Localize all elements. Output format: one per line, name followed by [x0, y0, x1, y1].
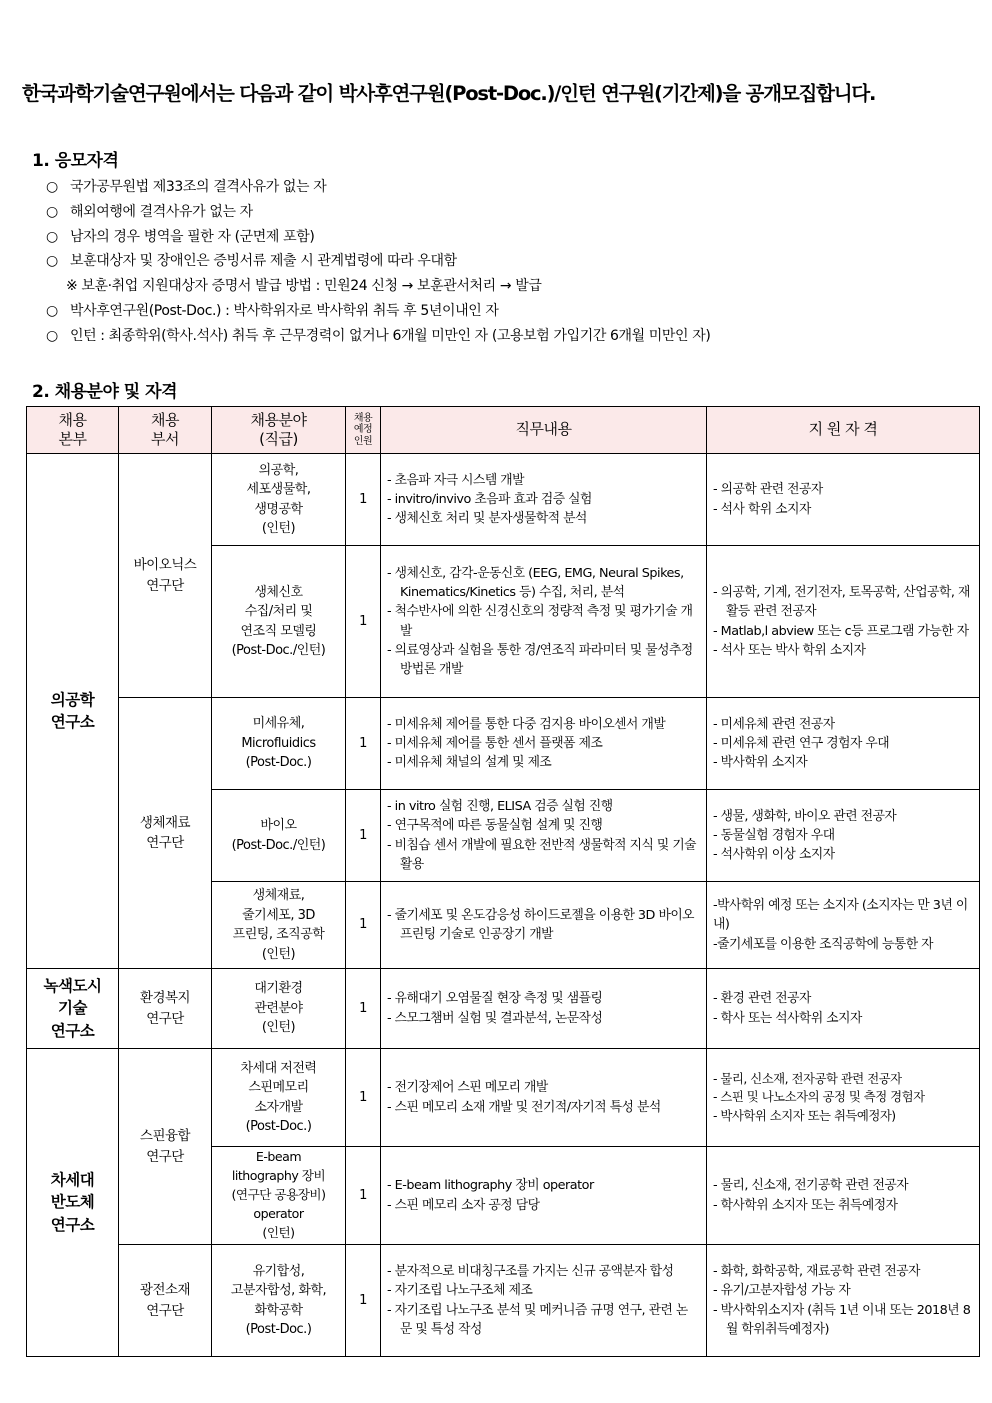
duties-cell [381, 1147, 707, 1245]
qual-cell [707, 1245, 980, 1357]
header-count: 채용 예정 인원 [346, 407, 381, 454]
header-duties: 직무내용 [381, 407, 707, 454]
duties-cell [381, 969, 707, 1049]
field-cell: 유기합성, 고분자합성, 화학, 화학공학 (Post-Doc.) [212, 1245, 346, 1357]
recruitment-table [26, 406, 980, 1357]
count-cell: 1 [346, 1147, 381, 1245]
duties-cell [381, 790, 707, 882]
duty-item: - invitro/invivo 초음파 효과 검증 실험 [387, 491, 592, 507]
table-row [27, 1245, 980, 1357]
qual-item: - 환경 관련 전공자 [713, 991, 811, 1007]
field-cell: 차세대 저전력 스핀메모리 소자개발 (Post-Doc.) [212, 1049, 346, 1147]
table-row [27, 1049, 980, 1147]
duties-cell [381, 546, 707, 698]
list-item: ○ 남자의 경우 병역을 필한 자 (군면제 포함) [46, 228, 315, 245]
section-2-heading: 2. 채용분야 및 자격 [32, 382, 177, 402]
duty-item: - 분자적으로 비대칭구조를 가지는 신규 공액분자 합성 [387, 1264, 674, 1280]
duty-item: - 스핀 메모리 소자 공정 담당 [387, 1197, 540, 1213]
count-cell: 1 [346, 698, 381, 790]
qual-cell [707, 969, 980, 1049]
duty-item: - 미세유체 제어를 통한 다중 검지용 바이오센서 개발 [387, 716, 666, 732]
table-row [27, 698, 980, 790]
qual-item: - 물리, 신소재, 전기공학 관련 전공자 [713, 1178, 909, 1194]
duty-item: - 자기조립 나노구조체 제조 [387, 1283, 533, 1299]
duty-item: - 생체신호, 감각-운동신호 (EEG, EMG, Neural Spikes, Kinematics/Kinetics 등) 수집, 처리, 분석 [387, 565, 684, 601]
qual-item: - 미세유체 관련 연구 경험자 우대 [713, 735, 890, 751]
qual-item: - Matlab,l abview 또는 c등 프로그램 가능한 자 [713, 623, 969, 639]
qual-item: - 물리, 신소재, 전자공학 관련 전공자 [713, 1070, 902, 1086]
count-cell: 1 [346, 1245, 381, 1357]
duty-item: - 미세유체 채널의 설계 및 제조 [387, 755, 552, 771]
hq-cell: 녹색도시 기술 연구소 [27, 969, 119, 1049]
list-item: ○ 보훈대상자 및 장애인은 증빙서류 제출 시 관계법령에 따라 우대함 [46, 253, 457, 270]
duty-item: - 스모그챔버 실험 및 결과분석, 논문작성 [387, 1010, 603, 1026]
header-qualifications: 지 원 자 격 [707, 407, 980, 454]
field-cell: 바이오 (Post-Doc./인턴) [212, 790, 346, 882]
duty-item: - 스핀 메모리 소재 개발 및 전기적/자기적 특성 분석 [387, 1099, 661, 1115]
hq-cell: 차세대 반도체 연구소 [27, 1049, 119, 1357]
duty-item: - 비침습 센서 개발에 필요한 전반적 생물학적 지식 및 기술 활용 [387, 837, 697, 872]
hq-cell: 의공학 연구소 [27, 454, 119, 969]
table-row [27, 969, 980, 1049]
page-title: 한국과학기술연구원에서는 다음과 같이 박사후연구원(Post-Doc.)/인턴 연구원(기간제)을 공개모집합니다. [22, 82, 876, 105]
header-hq: 채용 본부 [27, 407, 119, 454]
qualification-list [46, 175, 966, 349]
count-cell: 1 [346, 790, 381, 882]
count-cell: 1 [346, 454, 381, 546]
qual-item: - 스핀 및 나노소자의 공정 및 측정 경험자 [713, 1089, 925, 1105]
qual-item: - 미세유체 관련 전공자 [713, 716, 835, 732]
duty-item: - 연구목적에 따른 동물실험 설계 및 진행 [387, 818, 603, 834]
count-cell: 1 [346, 1049, 381, 1147]
field-cell: E-beam lithography 장비 (연구단 공용장비) operator (인턴) [212, 1147, 346, 1245]
qual-item: - 석사 또는 박사 학위 소지자 [713, 642, 866, 658]
duties-cell [381, 698, 707, 790]
duty-item: - 전기장제어 스핀 메모리 개발 [387, 1080, 548, 1096]
duty-item: - 미세유체 제어를 통한 센서 플랫폼 제조 [387, 735, 603, 751]
table-row [27, 454, 980, 546]
qual-item: - 유기/고분자합성 가능 자 [713, 1283, 851, 1299]
dept-cell: 환경복지 연구단 [119, 969, 212, 1049]
duties-cell [381, 454, 707, 546]
duty-item: - 줄기세포 및 온도감응성 하이드로젤을 이용한 3D 바이오프린팅 기술로 인공장기 개발 [387, 907, 695, 942]
qual-item: - 석사학위 이상 소지자 [713, 847, 835, 863]
duty-item: - 의료영상과 실험을 통한 경/연조직 파라미터 및 물성추정방법론 개발 [387, 642, 693, 677]
header-dept: 채용 부서 [119, 407, 212, 454]
dept-cell: 스핀융합 연구단 [119, 1049, 212, 1245]
count-cell: 1 [346, 969, 381, 1049]
duties-cell [381, 1245, 707, 1357]
qual-cell: -박사학위 예정 또는 소지자 (소지자는 만 3년 이내) -줄기세포를 이용한 조직공학에 능통한 자 [707, 882, 980, 969]
duties-cell [381, 1049, 707, 1147]
list-item: ○ 박사후연구원(Post-Doc.) : 박사학위자로 박사학위 취득 후 5년이내인 자 [46, 302, 499, 319]
list-item: ○ 인턴 : 최종학위(학사.석사) 취득 후 근무경력이 없거나 6개월 미만인 자 (고용보험 가입기간 6개월 미만인 자) [46, 327, 711, 344]
list-item: ○ 국가공무원법 제33조의 결격사유가 없는 자 [46, 179, 327, 195]
duty-item: - 생체신호 처리 및 분자생물학적 분석 [387, 511, 587, 527]
duty-item: - 척수반사에 의한 신경신호의 정량적 측정 및 평가기술 개발 [387, 604, 693, 639]
qual-cell [707, 454, 980, 546]
duty-item: - 초음파 자극 시스템 개발 [387, 472, 525, 488]
qual-cell [707, 1049, 980, 1147]
qual-item: - 박사학위 소지자 [713, 755, 808, 771]
qual-item: - 의공학, 기계, 전기전자, 토목공학, 산업공학, 재활등 관련 전공자 [713, 585, 970, 620]
duties-cell [381, 882, 707, 969]
field-cell: 생체신호 수집/처리 및 연조직 모델링 (Post-Doc./인턴) [212, 546, 346, 698]
qual-cell [707, 790, 980, 882]
qual-cell [707, 546, 980, 698]
qual-item: - 화학, 화학공학, 재료공학 관련 전공자 [713, 1264, 921, 1280]
qual-item: - 박사학위 소지자 또는 취득예정자) [713, 1107, 896, 1123]
qual-item: - 학사 또는 석사학위 소지자 [713, 1010, 862, 1026]
duty-item: - in vitro 실험 진행, ELISA 검증 실험 진행 [387, 799, 613, 815]
qual-item: - 박사학위소지자 (취득 1년 이내 또는 2018년 8월 학위취득예정자) [713, 1302, 971, 1337]
qual-item: - 석사 학위 소지자 [713, 501, 811, 517]
duty-item: - 유해대기 오염물질 현장 측정 및 샘플링 [387, 991, 603, 1007]
dept-cell: 생체재료 연구단 [119, 698, 212, 969]
list-item: ○ 해외여행에 결격사유가 없는 자 [46, 203, 253, 220]
list-item-note: ※ 보훈·취업 지원대상자 증명서 발급 방법 : 민원24 신청 → 보훈관서처리 → 발급 [66, 278, 542, 295]
count-cell: 1 [346, 882, 381, 969]
qual-item: - 의공학 관련 전공자 [713, 482, 823, 498]
qual-item: - 동물실험 경험자 우대 [713, 827, 835, 843]
field-cell: 대기환경 관련분야 (인턴) [212, 969, 346, 1049]
duty-item: - 자기조립 나노구조 분석 및 메커니즘 규명 연구, 관련 논문 및 특성 작성 [387, 1302, 688, 1337]
qual-cell [707, 698, 980, 790]
qual-cell [707, 1147, 980, 1245]
field-cell: 미세유체, Microfluidics (Post-Doc.) [212, 698, 346, 790]
table-header-row [27, 407, 980, 454]
qual-item: - 학사학위 소지자 또는 취득예정자 [713, 1197, 898, 1213]
dept-cell: 바이오닉스 연구단 [119, 454, 212, 698]
qual-item: - 생물, 생화학, 바이오 관련 전공자 [713, 808, 897, 824]
dept-cell: 광전소재 연구단 [119, 1245, 212, 1357]
duty-item: - E-beam lithography 장비 operator [387, 1178, 594, 1194]
field-cell: 생체재료, 줄기세포, 3D 프린팅, 조직공학 (인턴) [212, 882, 346, 969]
field-cell: 의공학, 세포생물학, 생명공학 (인턴) [212, 454, 346, 546]
count-cell: 1 [346, 546, 381, 698]
header-field: 채용분야 (직급) [212, 407, 346, 454]
section-1-heading: 1. 응모자격 [32, 151, 119, 171]
